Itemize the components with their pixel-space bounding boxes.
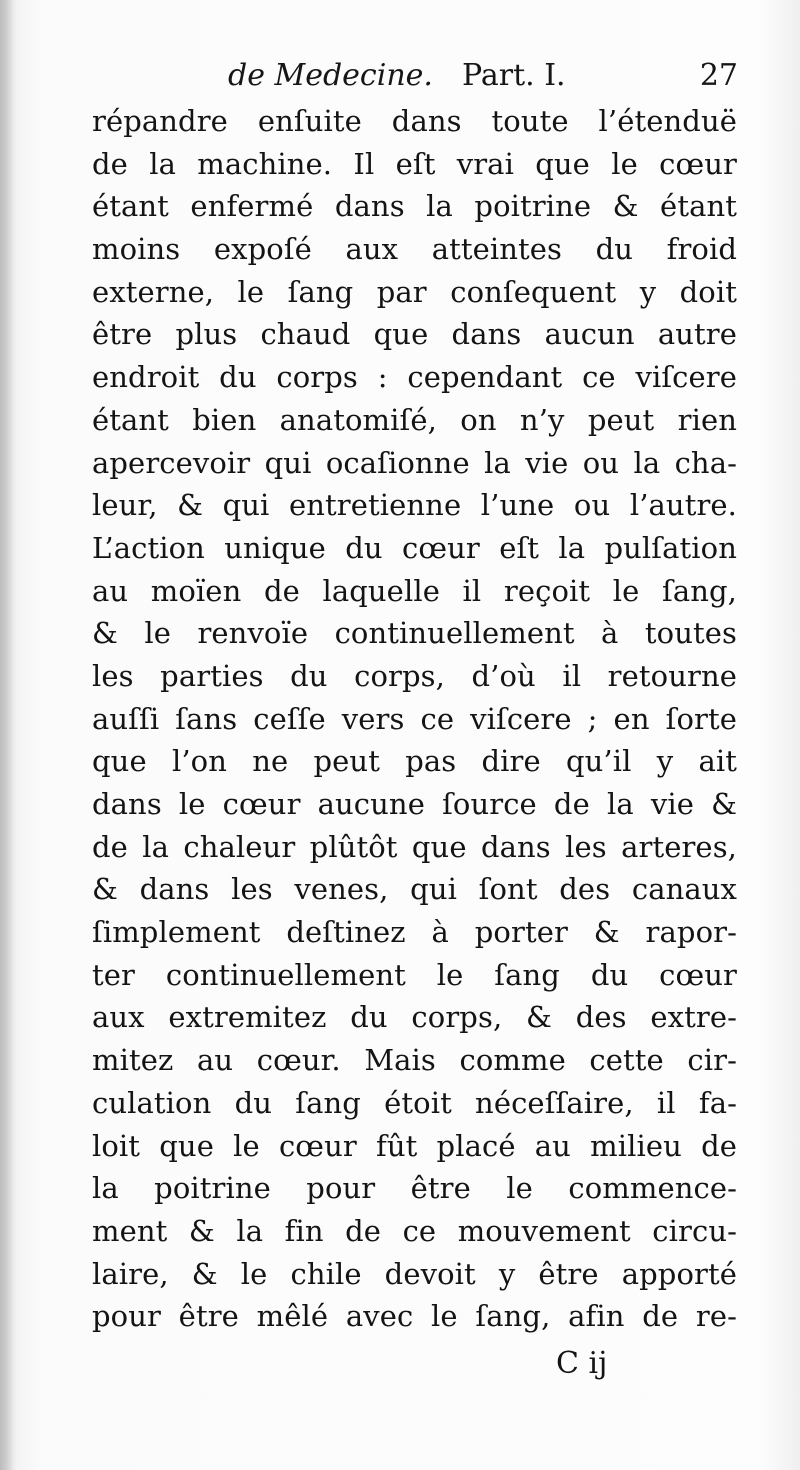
running-head-part: Part. I. (462, 58, 566, 93)
text-line: endroit du corps : cependant ce viſcere (92, 360, 737, 395)
text-line: ment & la fin de ce mouvement circu- (92, 1213, 737, 1248)
text-line: de la chaleur plûtôt que dans les arteres, (92, 829, 737, 864)
text-line: au moïen de laquelle il reçoit le ſang, (92, 573, 737, 608)
page-gutter-shadow (0, 0, 14, 1470)
text-line: culation du ſang étoit néceſſaire, il fa- (92, 1085, 737, 1120)
text-line: mitez au cœur. Mais comme cette cir- (92, 1043, 737, 1078)
text-line: étant bien anatomiſé, on n’y peut rien (92, 402, 737, 437)
text-line: de la machine. Il eſt vrai que le cœur (92, 146, 737, 181)
body-text (92, 100, 737, 1338)
text-line: loit que le cœur fût placé au milieu de (92, 1128, 737, 1163)
text-line: L’action unique du cœur eſt la pulſation (92, 530, 737, 565)
text-line: répandre enſuite dans toute l’étenduë (92, 104, 737, 138)
text-line: apercevoir qui ocaſionne la vie ou la cha- (92, 445, 737, 480)
text-line: & le renvoïe continuellement à toutes (92, 616, 737, 651)
text-line: externe, le ſang par conſequent y doit (92, 274, 737, 309)
text-line: étant enfermé dans la poitrine & étant (92, 189, 737, 224)
text-line: dans le cœur aucune ſource de la vie & (92, 787, 737, 821)
text-line: les parties du corps, d’où il retourne (92, 658, 737, 693)
text-line: la poitrine pour être le commence- (92, 1171, 737, 1206)
text-line: auſſi ſans ceſſe vers ce viſcere ; en ſorte (92, 701, 737, 736)
running-head-title: de Medecine. (228, 58, 433, 93)
text-line: pour être mêlé avec le ſang, afin de re- (92, 1299, 737, 1334)
text-line: & dans les venes, qui ſont des canaux (92, 872, 737, 907)
running-head (228, 56, 738, 102)
text-line: ter continuellement le ſang du cœur (92, 957, 737, 992)
text-line: moins expoſé aux atteintes du froid (92, 232, 737, 267)
text-line: être plus chaud que dans aucun autre (92, 317, 737, 352)
text-line: ſimplement deſtinez à porter & rapor- (92, 915, 737, 950)
signature-mark: C ij (556, 1346, 608, 1381)
text-line: laire, & le chile devoit y être apporté (92, 1256, 737, 1291)
text-line: aux extremitez du corps, & des extre- (92, 1000, 737, 1035)
text-line: leur, & qui entretienne l’une ou l’autre. (92, 488, 737, 523)
page-number: 27 (699, 58, 738, 93)
text-line: que l’on ne peut pas dire qu’il y ait (92, 744, 737, 779)
